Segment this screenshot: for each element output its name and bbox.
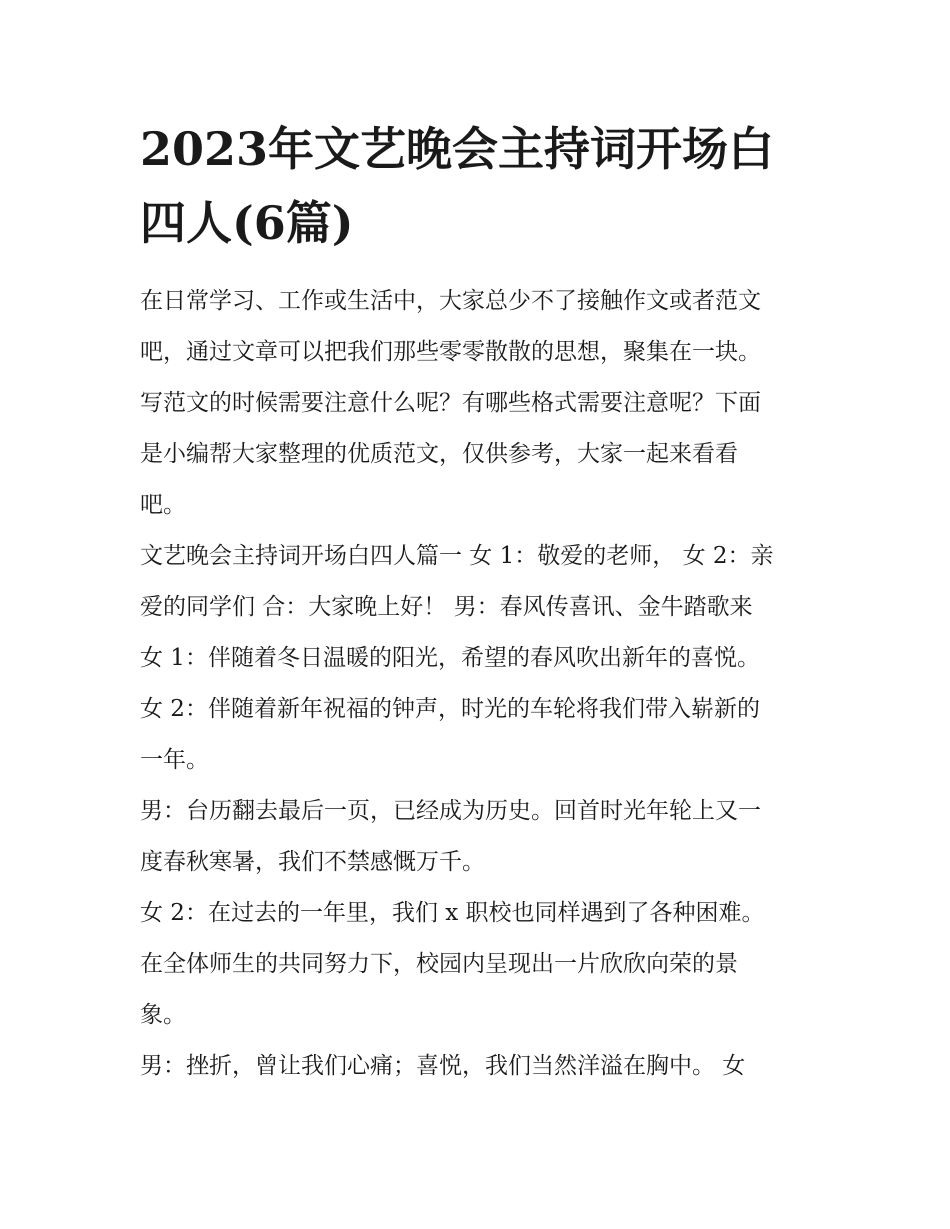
- title-line-1: 2023年文艺晚会主持词开场白: [140, 122, 775, 176]
- body-line: 在全体师生的共同努力下，校园内呈现出一片欣欣向荣的景: [140, 951, 738, 977]
- body-line: 爱的同学们 合：大家晚上好！ 男：春风传喜讯、金牛踏歌来: [140, 594, 753, 620]
- body-line: 男：挫折，曾让我们心痛；喜悦，我们当然洋溢在胸中。 女: [140, 1053, 746, 1079]
- body-line: 一年。: [140, 747, 209, 773]
- body-line: 女 2：在过去的一年里，我们 x 职校也同样遇到了各种困难。: [140, 900, 765, 926]
- body-line: 吧，通过文章可以把我们那些零零散散的思想，聚集在一块。: [140, 339, 761, 365]
- body-line: 男：台历翻去最后一页，已经成为历史。回首时光年轮上又一: [140, 798, 761, 824]
- body-line: 度春秋寒暑，我们不禁感慨万千。: [140, 849, 485, 875]
- body-line: 写范文的时候需要注意什么呢？有哪些格式需要注意呢？下面: [140, 390, 761, 416]
- body-line: 吧。: [140, 492, 186, 518]
- body-line: 女 1：伴随着冬日温暖的阳光，希望的春风吹出新年的喜悦。: [140, 645, 760, 671]
- document-body: [140, 276, 830, 1092]
- body-line: 象。: [140, 1002, 186, 1028]
- title-line-2: 四人(6篇): [140, 196, 354, 250]
- body-line: 文艺晚会主持词开场白四人篇一 女 1：敬爱的老师， 女 2：亲: [140, 543, 774, 569]
- body-line: 是小编帮大家整理的优质范文，仅供参考，大家一起来看看: [140, 441, 738, 467]
- document-title: [140, 112, 830, 260]
- body-line: 女 2：伴随着新年祝福的钟声，时光的车轮将我们带入崭新的: [140, 696, 760, 722]
- body-line: 在日常学习、工作或生活中，大家总少不了接触作文或者范文: [140, 288, 761, 314]
